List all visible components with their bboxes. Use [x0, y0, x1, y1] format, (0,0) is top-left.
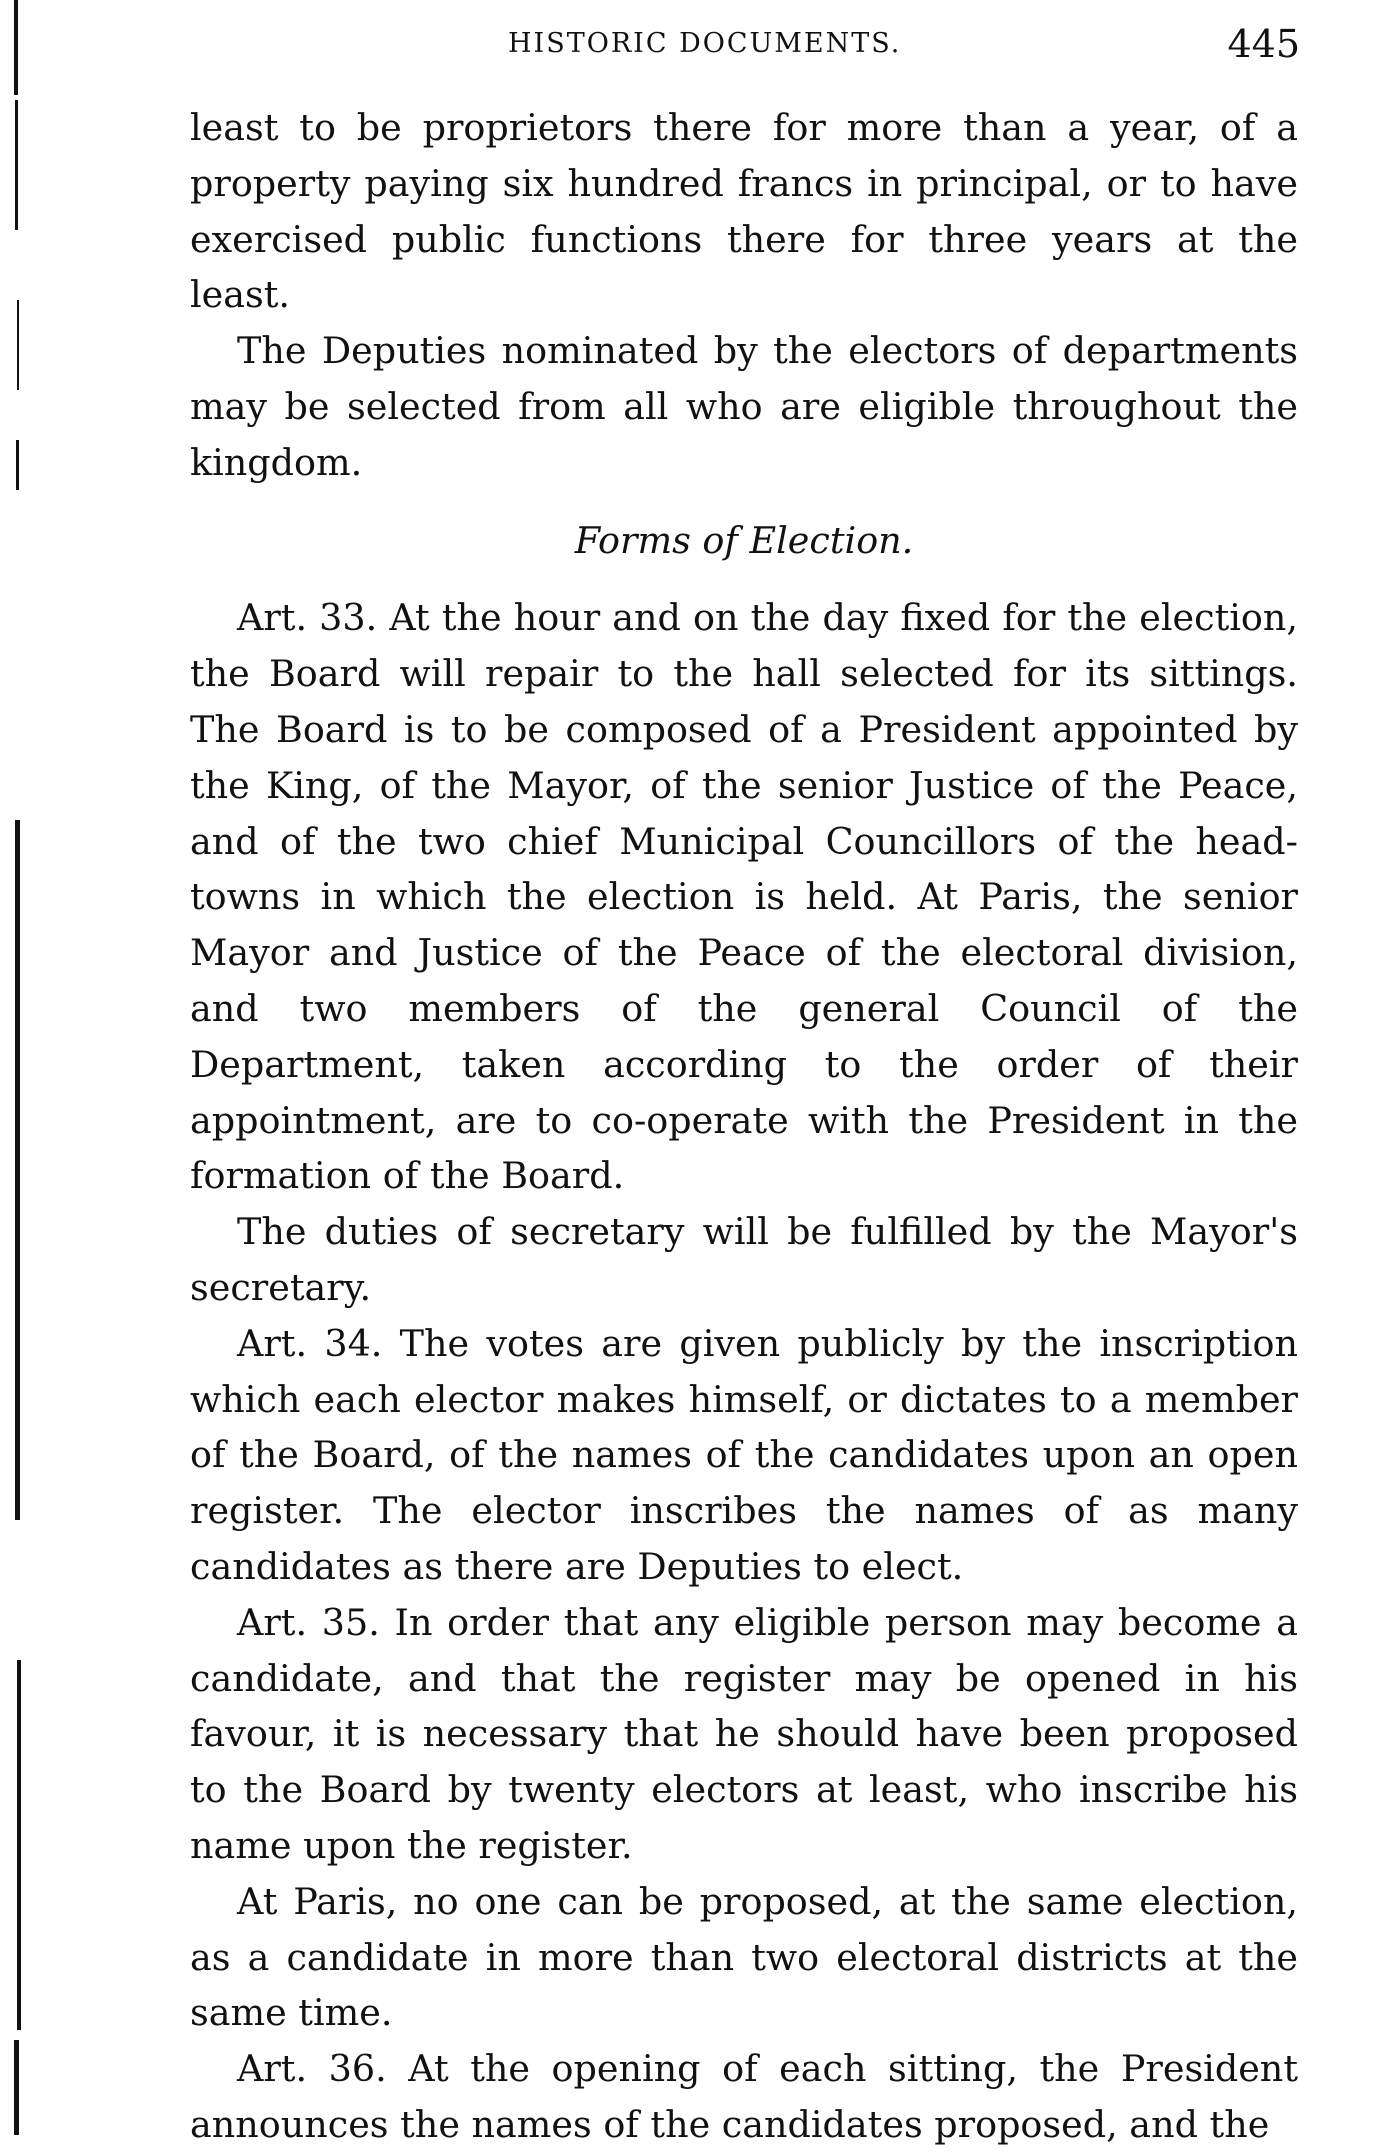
article-34: Art. 34. The votes are given publicly by the inscription which each elector makes himself, or dictates to a member of the Board, of the names of the candidates upon an open register. The elector inscribes the names of as many candidates as there are Deputies to elect.	[190, 1321, 1298, 1588]
paragraph-continuation: least to be proprietors there for more than a year, of a property paying six hundred francs in principal, or to have exercised public functions there for three years at the least.	[190, 106, 1298, 317]
page-body	[190, 100, 1298, 2153]
scan-binding-edge	[0, 0, 40, 2135]
section-heading: Forms of Election.	[574, 518, 914, 562]
article-36: Art. 36. At the opening of each sitting, the President announces the names of the candidates proposed, and the	[190, 2047, 1298, 2146]
page-number: 445	[1227, 22, 1300, 66]
article-35: Art. 35. In order that any eligible person may become a candidate, and that the register may be opened in his favour, it is necessary that he should have been proposed to the Board by twenty electors at least, who inscribe his name upon the register.	[190, 1600, 1298, 1867]
paragraph-paris: At Paris, no one can be proposed, at the same election, as a candidate in more than two electoral districts at the same time.	[190, 1879, 1298, 2035]
paragraph-deputies: The Deputies nominated by the electors of departments may be selected from all who are eligible throughout the kingdom.	[190, 329, 1298, 484]
page-header	[190, 22, 1300, 72]
paragraph-secretary: The duties of secretary will be fulfilled by the Mayor's secretary.	[190, 1210, 1298, 1309]
running-head: HISTORIC DOCUMENTS.	[508, 28, 902, 59]
article-33: Art. 33. At the hour and on the day fixed for the election, the Board will repair to the hall selected for its sittings. The Board is to be composed of a President appointed by the King, of the Mayor, of the senior Justice of the Peace, and of the two chief Municipal Councillors of the head-towns in which the election is held. At Paris, the senior Mayor and Justice of the Peace of the electoral division, and two members of the general Council of the Department, taken according to the order of their appointment, are to co-operate with the President in the formation of the Board.	[190, 596, 1298, 1198]
